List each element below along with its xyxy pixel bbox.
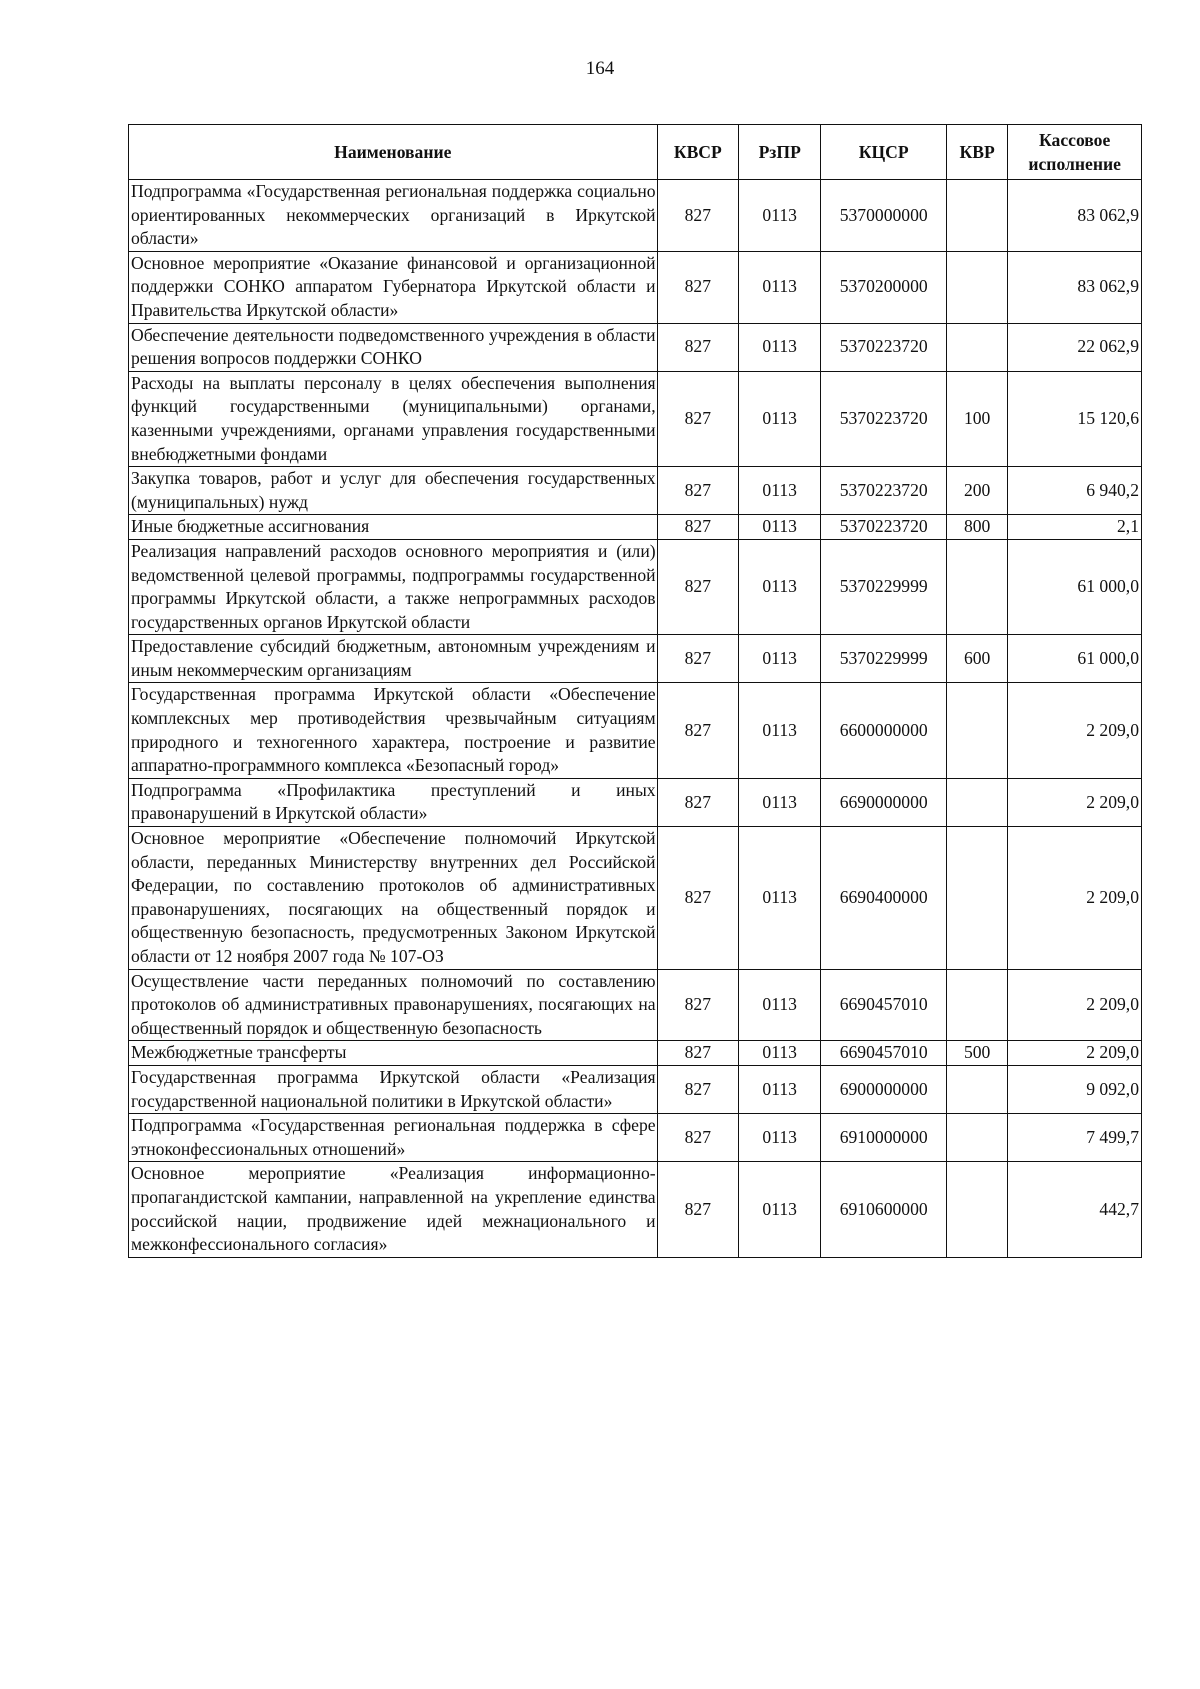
cell-kvsr: 827 <box>657 1065 738 1113</box>
cell-name: Обеспечение деятельности подведомственного учреждения в области решения вопросов поддержки СОНКО <box>129 323 658 371</box>
cell-kcsr: 5370229999 <box>821 539 947 634</box>
cell-rzpr: 0113 <box>738 827 820 970</box>
cell-amount: 83 062,9 <box>1008 251 1142 323</box>
cell-name: Основное мероприятие «Оказание финансовой и организационной поддержки СОНКО аппаратом Губернатора Иркутской области и Правительства Иркутской области» <box>129 251 658 323</box>
cell-amount: 2 209,0 <box>1008 778 1142 826</box>
cell-kvsr: 827 <box>657 635 738 683</box>
table-row <box>129 1162 1142 1257</box>
cell-amount: 83 062,9 <box>1008 180 1142 252</box>
cell-name: Расходы на выплаты персоналу в целях обеспечения выполнения функций государственными (муниципальными) органами, казенными учреждениями, органами управления государственными внебюджетными фондами <box>129 371 658 466</box>
cell-rzpr: 0113 <box>738 371 820 466</box>
cell-kvsr: 827 <box>657 180 738 252</box>
cell-name: Подпрограмма «Профилактика преступлений и иных правонарушений в Иркутской области» <box>129 778 658 826</box>
header-rzpr: РзПР <box>738 125 820 180</box>
cell-amount: 2 209,0 <box>1008 827 1142 970</box>
table-row <box>129 323 1142 371</box>
cell-amount: 6 940,2 <box>1008 467 1142 515</box>
page-number: 164 <box>585 58 615 79</box>
cell-kvsr: 827 <box>657 539 738 634</box>
cell-kvr <box>947 539 1008 634</box>
table-row <box>129 371 1142 466</box>
cell-amount: 22 062,9 <box>1008 323 1142 371</box>
cell-kvr: 800 <box>947 515 1008 540</box>
cell-name: Предоставление субсидий бюджетным, автономным учреждениям и иным некоммерческим организациям <box>129 635 658 683</box>
cell-name: Подпрограмма «Государственная региональная поддержка социально ориентированных некоммерческих организаций в Иркутской области» <box>129 180 658 252</box>
cell-name: Межбюджетные трансферты <box>129 1041 658 1066</box>
budget-table <box>128 124 1142 1258</box>
cell-rzpr: 0113 <box>738 1114 820 1162</box>
cell-kcsr: 6690457010 <box>821 969 947 1041</box>
header-kcsr: КЦСР <box>821 125 947 180</box>
cell-rzpr: 0113 <box>738 467 820 515</box>
cell-kvsr: 827 <box>657 323 738 371</box>
cell-rzpr: 0113 <box>738 539 820 634</box>
cell-kcsr: 6910600000 <box>821 1162 947 1257</box>
cell-name: Закупка товаров, работ и услуг для обеспечения государственных (муниципальных) нужд <box>129 467 658 515</box>
cell-kvsr: 827 <box>657 515 738 540</box>
cell-kcsr: 5370229999 <box>821 635 947 683</box>
cell-kcsr: 6690457010 <box>821 1041 947 1066</box>
table-row <box>129 180 1142 252</box>
cell-rzpr: 0113 <box>738 969 820 1041</box>
cell-kcsr: 5370000000 <box>821 180 947 252</box>
cell-kvr: 100 <box>947 371 1008 466</box>
cell-kvsr: 827 <box>657 251 738 323</box>
cell-kvr: 600 <box>947 635 1008 683</box>
cell-kvr <box>947 969 1008 1041</box>
cell-rzpr: 0113 <box>738 1065 820 1113</box>
cell-kvsr: 827 <box>657 778 738 826</box>
cell-name: Осуществление части переданных полномочий по составлению протоколов об административных правонарушениях, посягающих на общественный порядок и общественную безопасность <box>129 969 658 1041</box>
cell-kvsr: 827 <box>657 827 738 970</box>
table-row <box>129 1114 1142 1162</box>
header-kvr: КВР <box>947 125 1008 180</box>
header-amount: Кассовое исполнение <box>1008 125 1142 180</box>
cell-rzpr: 0113 <box>738 515 820 540</box>
cell-rzpr: 0113 <box>738 635 820 683</box>
cell-name: Государственная программа Иркутской области «Обеспечение комплексных мер противодействия чрезвычайным ситуациям природного и техногенного характера, построение и развитие аппаратно-программного комплекса «Безопасный город» <box>129 683 658 778</box>
cell-rzpr: 0113 <box>738 1041 820 1066</box>
table-row <box>129 635 1142 683</box>
cell-name: Основное мероприятие «Обеспечение полномочий Иркутской области, переданных Министерству внутренних дел Российской Федерации, по составлению протоколов об административных правонарушениях, посягающих на общественный порядок и общественную безопасность, предусмотренных Законом Иркутской области от 12 ноября 2007 года № 107-ОЗ <box>129 827 658 970</box>
table-row <box>129 539 1142 634</box>
cell-kcsr: 5370200000 <box>821 251 947 323</box>
cell-kvr <box>947 323 1008 371</box>
cell-rzpr: 0113 <box>738 251 820 323</box>
cell-kvsr: 827 <box>657 683 738 778</box>
cell-kvr <box>947 251 1008 323</box>
cell-rzpr: 0113 <box>738 1162 820 1257</box>
cell-kvsr: 827 <box>657 467 738 515</box>
header-name: Наименование <box>129 125 658 180</box>
cell-amount: 2 209,0 <box>1008 969 1142 1041</box>
cell-kvr <box>947 1114 1008 1162</box>
cell-amount: 7 499,7 <box>1008 1114 1142 1162</box>
cell-kvsr: 827 <box>657 1114 738 1162</box>
cell-amount: 2 209,0 <box>1008 1041 1142 1066</box>
cell-amount: 2 209,0 <box>1008 683 1142 778</box>
cell-kvr <box>947 827 1008 970</box>
cell-rzpr: 0113 <box>738 180 820 252</box>
cell-amount: 2,1 <box>1008 515 1142 540</box>
table-row <box>129 683 1142 778</box>
cell-kvr <box>947 180 1008 252</box>
cell-name: Государственная программа Иркутской области «Реализация государственной национальной политики в Иркутской области» <box>129 1065 658 1113</box>
table-row <box>129 251 1142 323</box>
cell-kvr <box>947 778 1008 826</box>
cell-kvr <box>947 1065 1008 1113</box>
table-row <box>129 969 1142 1041</box>
cell-kcsr: 5370223720 <box>821 467 947 515</box>
cell-kvsr: 827 <box>657 1162 738 1257</box>
cell-kcsr: 5370223720 <box>821 515 947 540</box>
cell-kcsr: 6690400000 <box>821 827 947 970</box>
cell-kvsr: 827 <box>657 969 738 1041</box>
cell-rzpr: 0113 <box>738 683 820 778</box>
table-row <box>129 1041 1142 1066</box>
cell-kcsr: 6600000000 <box>821 683 947 778</box>
cell-kvr <box>947 683 1008 778</box>
cell-amount: 442,7 <box>1008 1162 1142 1257</box>
cell-rzpr: 0113 <box>738 323 820 371</box>
table-row <box>129 827 1142 970</box>
table-row <box>129 467 1142 515</box>
cell-kvsr: 827 <box>657 371 738 466</box>
cell-rzpr: 0113 <box>738 778 820 826</box>
cell-name: Реализация направлений расходов основного мероприятия и (или) ведомственной целевой программы, подпрограммы государственной программы Иркутской области, а также непрограммных расходов государственных органов Иркутской области <box>129 539 658 634</box>
table-body <box>129 180 1142 1258</box>
cell-name: Иные бюджетные ассигнования <box>129 515 658 540</box>
cell-kcsr: 6690000000 <box>821 778 947 826</box>
header-kvsr: КВСР <box>657 125 738 180</box>
table-row <box>129 778 1142 826</box>
cell-kvr <box>947 1162 1008 1257</box>
cell-kvr: 500 <box>947 1041 1008 1066</box>
cell-name: Основное мероприятие «Реализация информационно-пропагандистской кампании, направленной на укрепление единства российской нации, продвижение идей межнационального и межконфессионального согласия» <box>129 1162 658 1257</box>
cell-kcsr: 5370223720 <box>821 323 947 371</box>
cell-name: Подпрограмма «Государственная региональная поддержка в сфере этноконфессиональных отношений» <box>129 1114 658 1162</box>
table-row <box>129 1065 1142 1113</box>
cell-amount: 61 000,0 <box>1008 539 1142 634</box>
cell-amount: 9 092,0 <box>1008 1065 1142 1113</box>
cell-kcsr: 6910000000 <box>821 1114 947 1162</box>
cell-amount: 15 120,6 <box>1008 371 1142 466</box>
cell-kvr: 200 <box>947 467 1008 515</box>
cell-kvsr: 827 <box>657 1041 738 1066</box>
table-row <box>129 515 1142 540</box>
cell-kcsr: 6900000000 <box>821 1065 947 1113</box>
cell-kcsr: 5370223720 <box>821 371 947 466</box>
cell-amount: 61 000,0 <box>1008 635 1142 683</box>
table-header-row <box>129 125 1142 180</box>
